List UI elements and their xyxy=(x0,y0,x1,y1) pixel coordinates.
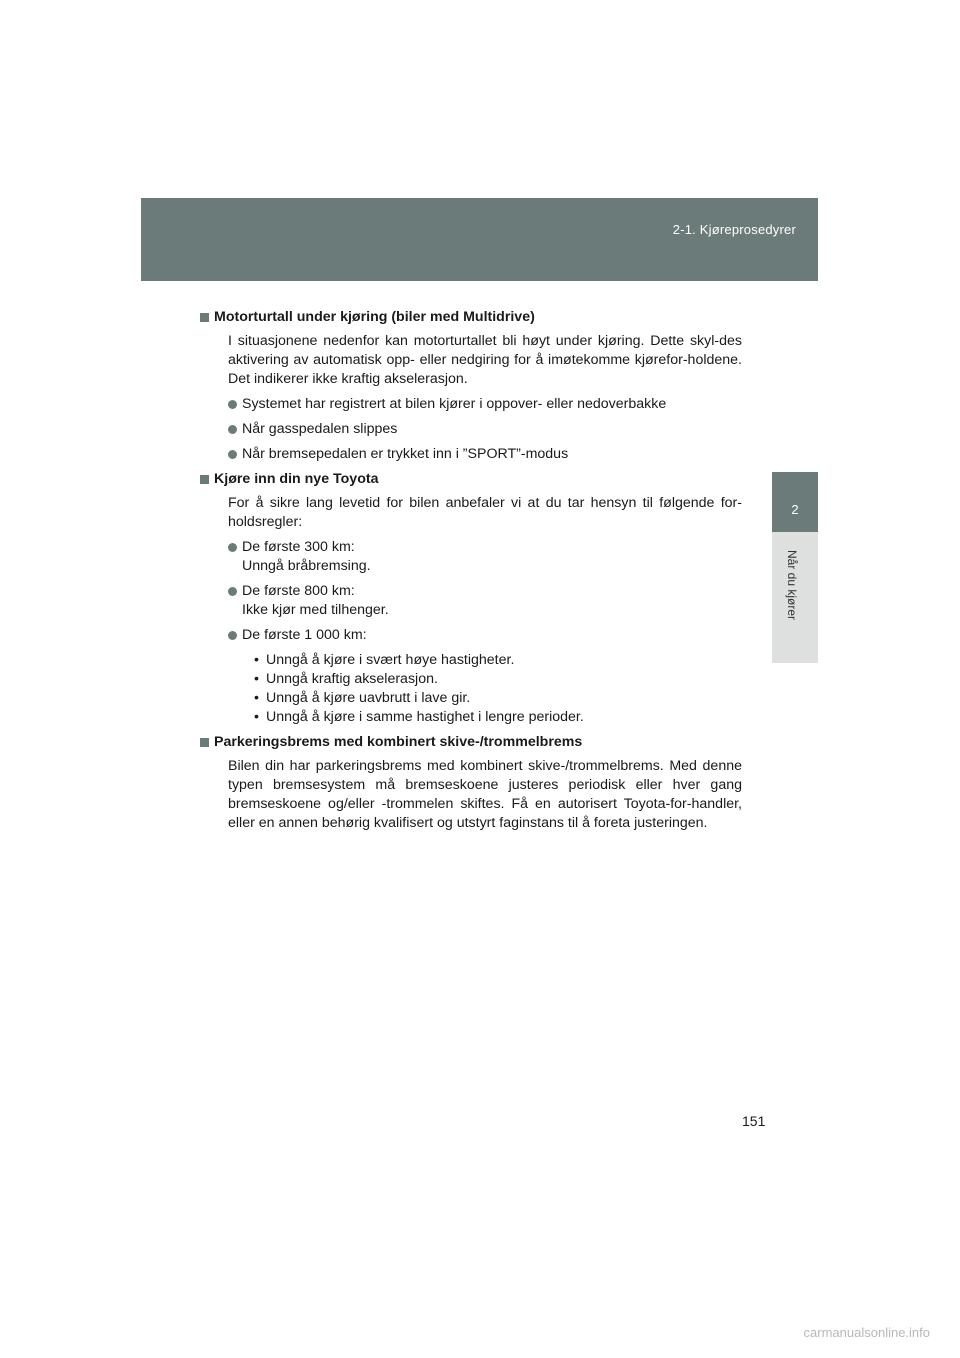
list-item-detail: Ikke kjør med tilhenger. xyxy=(242,602,389,618)
chapter-title: Når du kjører xyxy=(785,550,799,621)
section-heading-text: Parkeringsbrems med kombinert skive-/trommelbrems xyxy=(214,734,583,750)
list-item-text: Systemet har registrert at bilen kjører i oppover- eller nedoverbakke xyxy=(242,396,667,412)
circle-bullet-icon xyxy=(228,425,237,434)
square-bullet-icon xyxy=(200,738,209,747)
section-heading-text: Kjøre inn din nye Toyota xyxy=(214,471,379,487)
dot-bullet-icon: • xyxy=(254,671,259,687)
list-item-title: De første 800 km: xyxy=(242,583,355,599)
sub-list-item-text: Unngå å kjøre i svært høye hastigheter. xyxy=(266,652,515,668)
sub-list-item-text: Unngå å kjøre i samme hastighet i lengre perioder. xyxy=(266,709,584,725)
list-item-text: Når bremsepedalen er trykket inn i ”SPORT”-modus xyxy=(242,446,569,462)
section-breadcrumb: 2-1. Kjøreprosedyrer xyxy=(672,222,796,237)
dot-bullet-icon: • xyxy=(254,652,259,668)
square-bullet-icon xyxy=(200,313,209,322)
header-band xyxy=(141,198,818,281)
list-item-detail: Unngå bråbremsing. xyxy=(242,558,371,574)
square-bullet-icon xyxy=(200,475,209,484)
circle-bullet-icon xyxy=(228,587,237,596)
section-heading-text: Motorturtall under kjøring (biler med Multidrive) xyxy=(214,309,535,325)
circle-bullet-icon xyxy=(228,543,237,552)
sub-list-item xyxy=(254,708,742,727)
list-item-text: Når gasspedalen slippes xyxy=(242,421,398,437)
sub-list-item xyxy=(254,670,742,689)
circle-bullet-icon xyxy=(228,450,237,459)
section-paragraph: Bilen din har parkeringsbrems med kombinert skive-/trommelbrems. Med denne typen bremsesystem må bremseskoene justeres periodisk eller hver gang bremseskoene og/eller -trommelen skiftes. Få en autorisert Toyota-for-handler, eller en annen behørig kvalifisert og utstyrt faginstans til å foreta justeringen. xyxy=(228,758,742,831)
list-item xyxy=(214,420,742,439)
dot-bullet-icon: • xyxy=(254,690,259,706)
sub-list-item xyxy=(254,689,742,708)
circle-bullet-icon xyxy=(228,400,237,409)
section-heading xyxy=(200,733,742,752)
chapter-number: 2 xyxy=(791,502,799,517)
dot-bullet-icon: • xyxy=(254,709,259,725)
section-paragraph: For å sikre lang levetid for bilen anbefaler vi at du tar hensyn til følgende for-holdsregler: xyxy=(228,495,742,530)
list-item xyxy=(214,445,742,464)
page-content xyxy=(214,308,742,839)
sub-list-item-text: Unngå kraftig akselerasjon. xyxy=(266,671,438,687)
list-item xyxy=(214,538,742,576)
list-item xyxy=(214,582,742,620)
list-item xyxy=(214,395,742,414)
section-heading xyxy=(200,470,742,489)
circle-bullet-icon xyxy=(228,631,237,640)
chapter-tab xyxy=(772,472,818,532)
sub-list-item xyxy=(254,651,742,670)
chapter-tab-label xyxy=(772,532,818,663)
section-paragraph: I situasjonene nedenfor kan motorturtallet bli høyt under kjøring. Dette skyl-des aktivering av automatisk opp- eller nedgiring for å imøtekomme kjørefor-holdene. Det indikerer ikke kraftig akselerasjon. xyxy=(228,333,742,387)
list-item-title: De første 1 000 km: xyxy=(242,627,367,643)
sub-list-item-text: Unngå å kjøre uavbrutt i lave gir. xyxy=(266,690,471,706)
list-item xyxy=(214,626,742,645)
page-number: 151 xyxy=(742,1113,766,1129)
section-heading xyxy=(200,308,742,327)
watermark: carmanualsonline.info xyxy=(803,1325,930,1340)
list-item-title: De første 300 km: xyxy=(242,539,355,555)
sub-list xyxy=(214,651,742,727)
